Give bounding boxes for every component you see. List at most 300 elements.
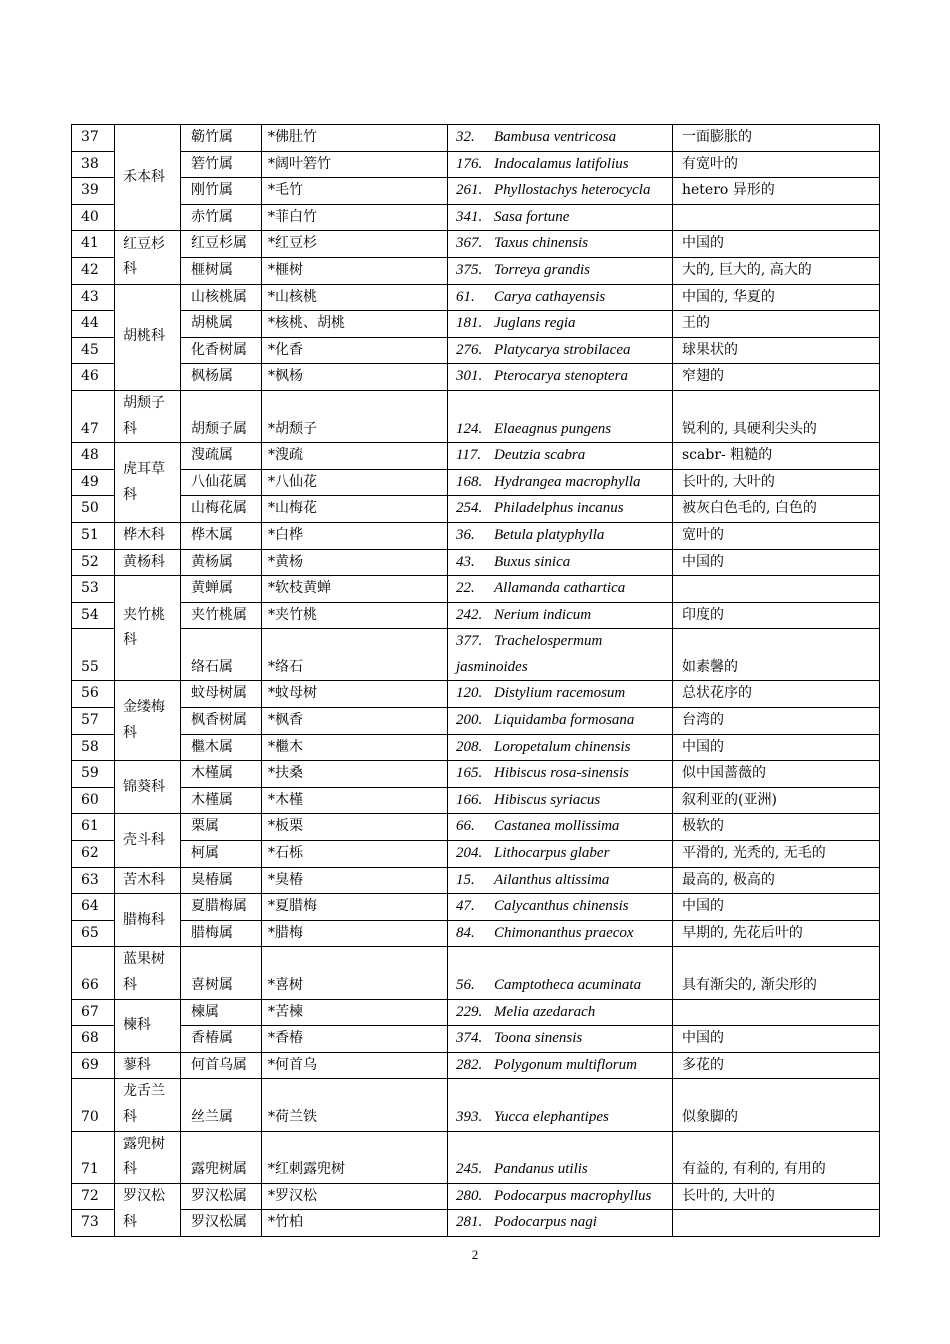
latin-name: Betula platyphylla <box>494 526 605 543</box>
latin-index-number: 32. <box>456 129 475 145</box>
species-cell: *蚊母树 <box>262 681 448 708</box>
table-row <box>72 522 880 549</box>
genus-cell: 黄杨属 <box>181 549 262 576</box>
species-cell: *黄杨 <box>262 549 448 576</box>
meaning-cell: 中国的 <box>673 894 880 921</box>
row-number-cell: 54 <box>72 602 115 629</box>
species-table <box>71 124 880 1237</box>
table-row <box>72 1052 880 1079</box>
meaning-cell: 大的, 巨大的, 高大的 <box>673 257 880 284</box>
latin-name: Pterocarya stenoptera <box>494 368 628 385</box>
latin-name-cell <box>448 761 673 788</box>
row-number-cell: 50 <box>72 496 115 523</box>
meaning-cell: 中国的 <box>673 734 880 761</box>
meaning-cell: 似中国蔷薇的 <box>673 761 880 788</box>
species-cell: *夏腊梅 <box>262 894 448 921</box>
genus-cell: 赤竹属 <box>181 204 262 231</box>
meaning-cell: 中国的 <box>673 1026 880 1053</box>
latin-name-cell <box>448 999 673 1026</box>
latin-name: Podocarpus macrophyllus <box>494 1187 652 1204</box>
row-number-cell: 43 <box>72 284 115 311</box>
genus-cell: 臭椿属 <box>181 867 262 894</box>
meaning-cell: 叙利亚的(亚洲) <box>673 787 880 814</box>
species-cell: *枫杨 <box>262 364 448 391</box>
table-row <box>72 681 880 708</box>
genus-cell: 檵木属 <box>181 734 262 761</box>
row-number-cell: 48 <box>72 443 115 470</box>
latin-name-cell <box>448 867 673 894</box>
meaning-cell: 极软的 <box>673 814 880 841</box>
latin-name-cell <box>448 576 673 603</box>
latin-name-cell <box>448 443 673 470</box>
latin-index-number: 166. <box>456 791 483 808</box>
latin-name-cell <box>448 549 673 576</box>
table-row <box>72 814 880 841</box>
meaning-cell: 中国的 <box>673 549 880 576</box>
species-cell: *扶桑 <box>262 761 448 788</box>
row-number-cell: 63 <box>72 867 115 894</box>
family-cell: 壳斗科 <box>115 814 181 867</box>
row-number-cell: 53 <box>72 576 115 603</box>
family-cell: 腊梅科 <box>115 894 181 947</box>
latin-index-number: 168. <box>456 473 483 490</box>
meaning-cell: 总状花序的 <box>673 681 880 708</box>
latin-name-cell <box>448 1210 673 1237</box>
latin-index-number: 56. <box>456 977 475 993</box>
latin-index-number: 229. <box>456 1003 483 1020</box>
latin-name-cell <box>448 125 673 152</box>
genus-cell: 八仙花属 <box>181 469 262 496</box>
genus-cell: 楝属 <box>181 999 262 1026</box>
table-row <box>72 999 880 1026</box>
latin-name-cell <box>448 390 673 442</box>
row-number-cell: 69 <box>72 1052 115 1079</box>
meaning-cell: 中国的, 华夏的 <box>673 284 880 311</box>
latin-name: Hibiscus syriacus <box>494 791 601 808</box>
family-cell: 罗汉松科 <box>115 1183 181 1236</box>
latin-name-cell <box>448 311 673 338</box>
species-cell: *胡颓子 <box>262 390 448 442</box>
table-row <box>72 204 880 231</box>
table-row <box>72 734 880 761</box>
latin-name-cell <box>448 841 673 868</box>
latin-index-number: 84. <box>456 924 475 941</box>
family-cell: 金缕梅科 <box>115 681 181 761</box>
genus-cell: 胡颓子属 <box>181 390 262 442</box>
meaning-cell: 最高的, 极高的 <box>673 867 880 894</box>
latin-name: Carya cathayensis <box>494 288 606 305</box>
genus-cell: 枫香树属 <box>181 708 262 735</box>
row-number-cell: 52 <box>72 549 115 576</box>
species-cell: *菲白竹 <box>262 204 448 231</box>
row-number-cell: 59 <box>72 761 115 788</box>
genus-cell: 箬竹属 <box>181 151 262 178</box>
latin-index-number: 66. <box>456 818 475 835</box>
row-number-cell: 68 <box>72 1026 115 1053</box>
latin-index-number: 367. <box>456 235 483 252</box>
latin-name: Deutzia scabra <box>494 447 586 464</box>
table-row <box>72 867 880 894</box>
table-row <box>72 151 880 178</box>
table-row <box>72 761 880 788</box>
latin-name: Platycarya strobilacea <box>494 341 631 358</box>
latin-index-number: 374. <box>456 1030 483 1047</box>
genus-cell: 红豆杉属 <box>181 231 262 258</box>
latin-name-cell <box>448 178 673 205</box>
species-cell: *竹柏 <box>262 1210 448 1237</box>
latin-name: Polygonum multiflorum <box>494 1056 637 1073</box>
latin-name: Philadelphus incanus <box>494 500 624 517</box>
table-row <box>72 1183 880 1210</box>
genus-cell: 木槿属 <box>181 787 262 814</box>
latin-index-number: 124. <box>456 420 483 437</box>
meaning-cell: 有益的, 有利的, 有用的 <box>673 1131 880 1183</box>
species-cell: *苦楝 <box>262 999 448 1026</box>
meaning-cell: 台湾的 <box>673 708 880 735</box>
family-cell: 锦葵科 <box>115 761 181 814</box>
meaning-cell: 窄翅的 <box>673 364 880 391</box>
table-row <box>72 311 880 338</box>
genus-cell: 黄蝉属 <box>181 576 262 603</box>
meaning-cell: 似象脚的 <box>673 1079 880 1131</box>
table-row <box>72 787 880 814</box>
latin-index-number: 282. <box>456 1056 483 1073</box>
table-row <box>72 576 880 603</box>
latin-name: Phyllostachys heterocycla <box>494 182 651 199</box>
meaning-cell: 宽叶的 <box>673 522 880 549</box>
latin-index-number: 61. <box>456 288 475 305</box>
table-row <box>72 1131 880 1183</box>
table-row <box>72 894 880 921</box>
row-number-cell: 58 <box>72 734 115 761</box>
latin-name: Hibiscus rosa-sinensis <box>494 765 629 782</box>
meaning-cell: 早期的, 先花后叶的 <box>673 920 880 947</box>
genus-cell: 山核桃属 <box>181 284 262 311</box>
species-cell: *络石 <box>262 629 448 681</box>
species-cell: *荷兰铁 <box>262 1079 448 1131</box>
latin-name: Ailanthus altissima <box>494 871 610 888</box>
latin-name: Hydrangea macrophylla <box>494 473 641 490</box>
latin-name-cell <box>448 522 673 549</box>
meaning-cell: 一面膨胀的 <box>673 125 880 152</box>
row-number-cell: 65 <box>72 920 115 947</box>
row-number-cell: 37 <box>72 125 115 152</box>
genus-cell: 化香树属 <box>181 337 262 364</box>
latin-name: Loropetalum chinensis <box>494 738 631 755</box>
row-number-cell: 61 <box>72 814 115 841</box>
table-row <box>72 178 880 205</box>
genus-cell: 栗属 <box>181 814 262 841</box>
species-cell: *檵木 <box>262 734 448 761</box>
latin-name-cell <box>448 787 673 814</box>
row-number-cell: 64 <box>72 894 115 921</box>
latin-index-number: 261. <box>456 182 483 199</box>
species-cell: *夹竹桃 <box>262 602 448 629</box>
genus-cell: 罗汉松属 <box>181 1210 262 1237</box>
latin-name-cell <box>448 257 673 284</box>
family-cell: 胡桃科 <box>115 284 181 390</box>
species-cell: *白桦 <box>262 522 448 549</box>
latin-index-number: 254. <box>456 500 483 517</box>
genus-cell: 蚊母树属 <box>181 681 262 708</box>
latin-name: Indocalamus latifolius <box>494 155 629 172</box>
genus-cell: 何首乌属 <box>181 1052 262 1079</box>
latin-index-number: 165. <box>456 765 483 782</box>
latin-name-cell <box>448 1079 673 1131</box>
page-number: 2 <box>471 1247 479 1262</box>
species-cell: *山核桃 <box>262 284 448 311</box>
latin-name-cell <box>448 894 673 921</box>
species-cell: *榧树 <box>262 257 448 284</box>
genus-cell: 溲疏属 <box>181 443 262 470</box>
latin-index-number: 43. <box>456 553 475 570</box>
table-row <box>72 947 880 999</box>
latin-name: Juglans regia <box>494 315 576 332</box>
genus-cell: 刚竹属 <box>181 178 262 205</box>
meaning-cell: 多花的 <box>673 1052 880 1079</box>
species-cell: *软枝黄蝉 <box>262 576 448 603</box>
latin-name-cell <box>448 1131 673 1183</box>
species-cell: *毛竹 <box>262 178 448 205</box>
row-number-cell: 46 <box>72 364 115 391</box>
meaning-cell: 印度的 <box>673 602 880 629</box>
latin-name: Podocarpus nagi <box>494 1214 597 1231</box>
latin-index-number: 245. <box>456 1161 483 1178</box>
species-cell: *香椿 <box>262 1026 448 1053</box>
row-number-cell: 72 <box>72 1183 115 1210</box>
latin-name: Distylium racemosum <box>494 685 626 702</box>
family-cell: 红豆杉科 <box>115 231 181 284</box>
latin-name-cell <box>448 629 673 681</box>
latin-name: Elaeagnus pungens <box>494 420 612 437</box>
row-number-cell: 56 <box>72 681 115 708</box>
genus-cell: 桦木属 <box>181 522 262 549</box>
row-number-cell: 66 <box>72 947 115 999</box>
latin-index-number: 280. <box>456 1187 483 1204</box>
row-number-cell: 44 <box>72 311 115 338</box>
meaning-cell: 锐利的, 具硬利尖头的 <box>673 390 880 442</box>
meaning-cell: 平滑的, 光秃的, 无毛的 <box>673 841 880 868</box>
species-cell: *红刺露兜树 <box>262 1131 448 1183</box>
row-number-cell: 38 <box>72 151 115 178</box>
latin-name: Camptotheca acuminata <box>494 977 642 993</box>
table-row <box>72 390 880 442</box>
latin-name: Pandanus utilis <box>494 1161 588 1178</box>
latin-name: Castanea mollissima <box>494 818 620 835</box>
latin-name-cell <box>448 151 673 178</box>
latin-name: Toona sinensis <box>494 1030 583 1047</box>
latin-name: Chimonanthus praecox <box>494 924 634 941</box>
species-cell: *何首乌 <box>262 1052 448 1079</box>
genus-cell: 枫杨属 <box>181 364 262 391</box>
latin-name: Lithocarpus glaber <box>494 845 610 862</box>
table-row <box>72 469 880 496</box>
species-cell: *喜树 <box>262 947 448 999</box>
species-cell: *阔叶箬竹 <box>262 151 448 178</box>
meaning-cell: 球果状的 <box>673 337 880 364</box>
latin-index-number: 281. <box>456 1214 483 1231</box>
meaning-cell: 中国的 <box>673 231 880 258</box>
family-cell: 龙舌兰科 <box>115 1079 181 1131</box>
latin-index-number: 375. <box>456 261 483 278</box>
latin-name-cell <box>448 284 673 311</box>
latin-name-cell <box>448 947 673 999</box>
latin-name-cell <box>448 1183 673 1210</box>
table-row <box>72 257 880 284</box>
meaning-cell <box>673 576 880 603</box>
table-row <box>72 629 880 681</box>
latin-index-number: 47. <box>456 898 475 915</box>
latin-name: Taxus chinensis <box>494 235 589 252</box>
species-cell: *山梅花 <box>262 496 448 523</box>
genus-cell: 络石属 <box>181 629 262 681</box>
row-number-cell: 55 <box>72 629 115 681</box>
row-number-cell: 49 <box>72 469 115 496</box>
meaning-cell: 长叶的, 大叶的 <box>673 469 880 496</box>
latin-index-number: 301. <box>456 368 483 385</box>
latin-name: Buxus sinica <box>494 553 571 570</box>
latin-name: Nerium indicum <box>494 606 592 623</box>
row-number-cell: 45 <box>72 337 115 364</box>
table-row <box>72 1026 880 1053</box>
family-cell: 露兜树科 <box>115 1131 181 1183</box>
table-row <box>72 920 880 947</box>
meaning-cell: 长叶的, 大叶的 <box>673 1183 880 1210</box>
meaning-cell: hetero 异形的 <box>673 178 880 205</box>
latin-index-number: 242. <box>456 606 483 623</box>
latin-index-number: 393. <box>456 1108 483 1125</box>
species-table-wrapper <box>71 124 879 1237</box>
genus-cell: 胡桃属 <box>181 311 262 338</box>
row-number-cell: 60 <box>72 787 115 814</box>
latin-name-cell <box>448 337 673 364</box>
row-number-cell: 57 <box>72 708 115 735</box>
latin-index-number: 15. <box>456 871 475 888</box>
species-cell: *臭椿 <box>262 867 448 894</box>
meaning-cell: 如素馨的 <box>673 629 880 681</box>
latin-name: Torreya grandis <box>494 261 590 278</box>
meaning-cell: scabr- 粗糙的 <box>673 443 880 470</box>
genus-cell: 丝兰属 <box>181 1079 262 1131</box>
latin-name-cell <box>448 814 673 841</box>
family-cell: 蓝果树科 <box>115 947 181 999</box>
latin-name: Allamanda cathartica <box>494 580 626 597</box>
latin-name-cell <box>448 708 673 735</box>
row-number-cell: 67 <box>72 999 115 1026</box>
family-cell: 桦木科 <box>115 522 181 549</box>
latin-name-cell <box>448 734 673 761</box>
row-number-cell: 39 <box>72 178 115 205</box>
genus-cell: 木槿属 <box>181 761 262 788</box>
family-cell: 蓼科 <box>115 1052 181 1079</box>
genus-cell: 香椿属 <box>181 1026 262 1053</box>
genus-cell: 簕竹属 <box>181 125 262 152</box>
table-row <box>72 496 880 523</box>
latin-name: Liquidamba formosana <box>494 712 635 729</box>
latin-name: Trachelospermum jasminoides <box>456 633 603 675</box>
latin-index-number: 181. <box>456 315 483 332</box>
meaning-cell: 有宽叶的 <box>673 151 880 178</box>
latin-name-cell <box>448 469 673 496</box>
latin-index-number: 341. <box>456 208 483 225</box>
genus-cell: 喜树属 <box>181 947 262 999</box>
family-cell: 胡颓子科 <box>115 390 181 442</box>
table-row <box>72 231 880 258</box>
row-number-cell: 42 <box>72 257 115 284</box>
genus-cell: 夏腊梅属 <box>181 894 262 921</box>
family-cell: 楝科 <box>115 999 181 1052</box>
row-number-cell: 51 <box>72 522 115 549</box>
species-table-body <box>72 125 880 1237</box>
meaning-cell: 王的 <box>673 311 880 338</box>
latin-name-cell <box>448 1026 673 1053</box>
meaning-cell <box>673 1210 880 1237</box>
meaning-cell <box>673 999 880 1026</box>
row-number-cell: 71 <box>72 1131 115 1183</box>
family-cell: 夹竹桃科 <box>115 576 181 681</box>
latin-name-cell <box>448 204 673 231</box>
species-cell: *溲疏 <box>262 443 448 470</box>
latin-index-number: 120. <box>456 685 483 702</box>
species-cell: *腊梅 <box>262 920 448 947</box>
meaning-cell <box>673 204 880 231</box>
latin-name: Yucca elephantipes <box>494 1108 609 1125</box>
genus-cell: 柯属 <box>181 841 262 868</box>
genus-cell: 腊梅属 <box>181 920 262 947</box>
table-row <box>72 841 880 868</box>
table-row <box>72 337 880 364</box>
row-number-cell: 62 <box>72 841 115 868</box>
table-row <box>72 364 880 391</box>
table-row <box>72 443 880 470</box>
latin-index-number: 377. <box>456 633 483 650</box>
latin-name-cell <box>448 602 673 629</box>
row-number-cell: 73 <box>72 1210 115 1237</box>
latin-index-number: 176. <box>456 155 483 172</box>
table-row <box>72 708 880 735</box>
latin-name: Melia azedarach <box>494 1003 596 1020</box>
family-cell: 黄杨科 <box>115 549 181 576</box>
row-number-cell: 47 <box>72 390 115 442</box>
latin-name-cell <box>448 681 673 708</box>
table-row <box>72 549 880 576</box>
latin-name: Calycanthus chinensis <box>494 898 629 915</box>
species-cell: *佛肚竹 <box>262 125 448 152</box>
species-cell: *核桃、胡桃 <box>262 311 448 338</box>
family-cell: 禾本科 <box>115 125 181 231</box>
latin-index-number: 276. <box>456 341 483 358</box>
latin-name-cell <box>448 920 673 947</box>
meaning-cell: 具有渐尖的, 渐尖形的 <box>673 947 880 999</box>
genus-cell: 夹竹桃属 <box>181 602 262 629</box>
row-number-cell: 70 <box>72 1079 115 1131</box>
latin-name: Bambusa ventricosa <box>494 129 617 145</box>
species-cell: *八仙花 <box>262 469 448 496</box>
genus-cell: 罗汉松属 <box>181 1183 262 1210</box>
latin-index-number: 204. <box>456 845 483 862</box>
species-cell: *枫香 <box>262 708 448 735</box>
latin-name-cell <box>448 231 673 258</box>
row-number-cell: 41 <box>72 231 115 258</box>
species-cell: *板栗 <box>262 814 448 841</box>
meaning-cell: 被灰白色毛的, 白色的 <box>673 496 880 523</box>
genus-cell: 山梅花属 <box>181 496 262 523</box>
table-row <box>72 1079 880 1131</box>
genus-cell: 露兜树属 <box>181 1131 262 1183</box>
species-cell: *红豆杉 <box>262 231 448 258</box>
latin-index-number: 22. <box>456 580 475 597</box>
species-cell: *石栎 <box>262 841 448 868</box>
